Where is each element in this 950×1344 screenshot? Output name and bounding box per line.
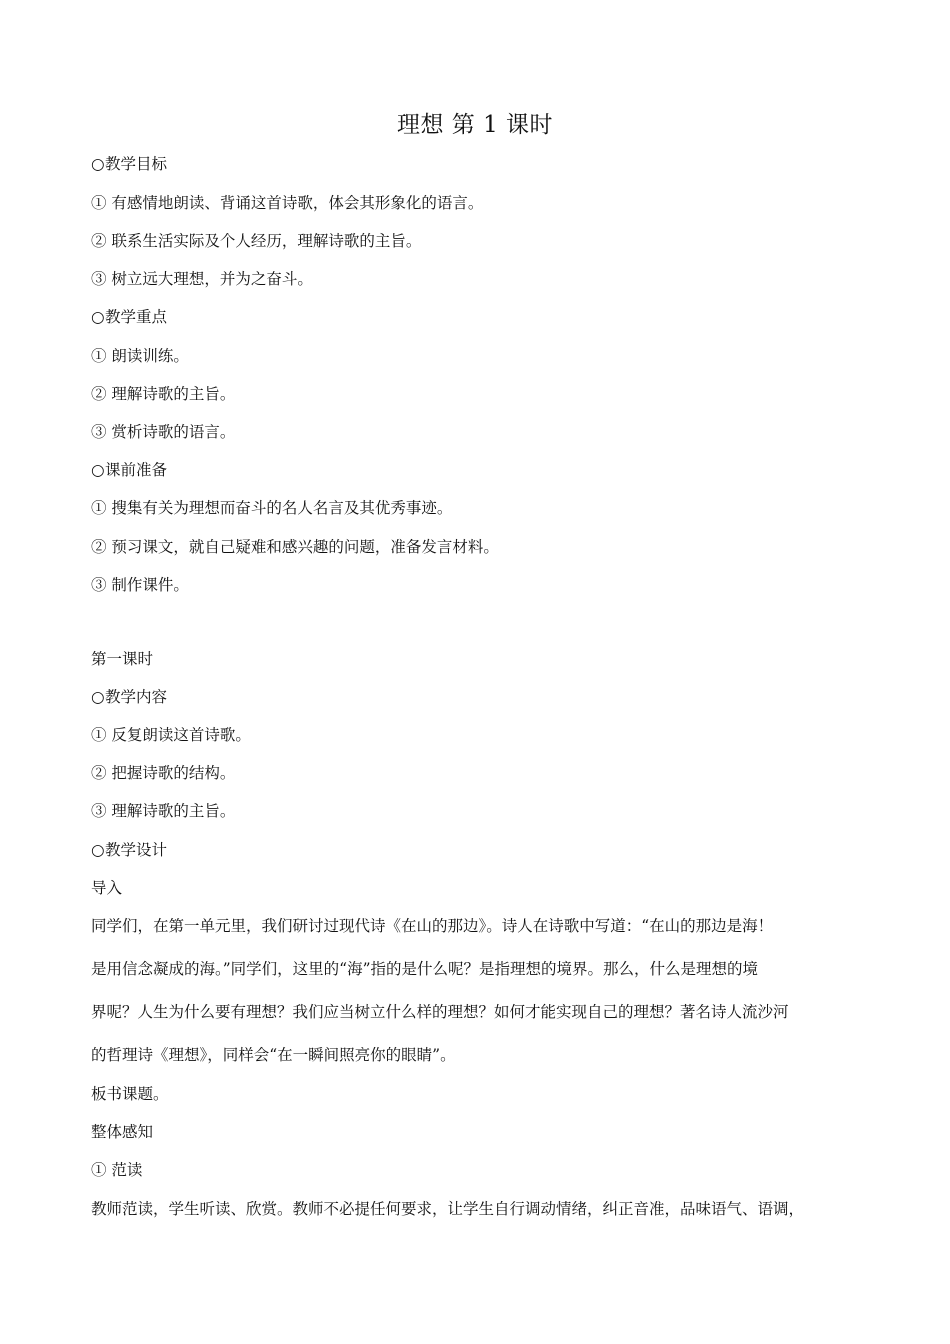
reading-text: 教师范读，学生听读、欣赏。教师不必提任何要求，让学生自行调动情绪，纠正音准，品味语气、语调， bbox=[91, 1200, 805, 1218]
goals-heading bbox=[91, 152, 861, 176]
lesson-label: 第一课时 bbox=[91, 650, 154, 668]
circle-bullet-icon: ○ bbox=[91, 688, 105, 706]
focus-heading bbox=[91, 305, 861, 329]
reading-label: ① 范读 bbox=[91, 1161, 143, 1179]
goal-item: ③ 树立远大理想，并为之奋斗。 bbox=[91, 270, 313, 288]
design-heading-text: 教学设计 bbox=[105, 841, 168, 859]
prep-item: ② 预习课文，就自己疑难和感兴趣的问题，准备发言材料。 bbox=[91, 538, 499, 556]
prep-heading-text: 课前准备 bbox=[105, 461, 168, 479]
page-title: 理想 第 1 课时 bbox=[396, 112, 554, 138]
goals-heading-text: 教学目标 bbox=[105, 155, 168, 173]
circle-bullet-icon: ○ bbox=[91, 841, 105, 859]
prep-item: ③ 制作课件。 bbox=[91, 576, 189, 594]
focus-item: ③ 赏析诗歌的语言。 bbox=[91, 423, 236, 441]
prep-item: ① 搜集有关为理想而奋斗的名人名言及其优秀事迹。 bbox=[91, 499, 453, 517]
content-item: ② 把握诗歌的结构。 bbox=[91, 764, 236, 782]
intro-label: 导入 bbox=[91, 879, 123, 897]
intro-paragraph-line: 的哲理诗《理想》，同样会“在一瞬间照亮你的眼睛”。 bbox=[91, 1046, 456, 1064]
intro-paragraph-line: 同学们，在第一单元里，我们研讨过现代诗《在山的那边》。诗人在诗歌中写道：“在山的那边是海！ bbox=[91, 917, 774, 935]
intro-paragraph-line: 界呢？人生为什么要有理想？我们应当树立什么样的理想？如何才能实现自己的理想？著名诗人流沙河 bbox=[91, 1003, 789, 1021]
goal-item: ② 联系生活实际及个人经历，理解诗歌的主旨。 bbox=[91, 232, 422, 250]
focus-item: ② 理解诗歌的主旨。 bbox=[91, 385, 236, 403]
circle-bullet-icon: ○ bbox=[91, 155, 105, 173]
prep-heading bbox=[91, 458, 861, 482]
focus-heading-text: 教学重点 bbox=[105, 308, 168, 326]
board-note: 板书课题。 bbox=[91, 1085, 169, 1103]
circle-bullet-icon: ○ bbox=[91, 308, 105, 326]
content-item: ① 反复朗读这首诗歌。 bbox=[91, 726, 251, 744]
focus-item: ① 朗读训练。 bbox=[91, 347, 189, 365]
design-heading bbox=[91, 838, 861, 862]
circle-bullet-icon: ○ bbox=[91, 461, 105, 479]
content-heading-text: 教学内容 bbox=[105, 688, 168, 706]
intro-paragraph-line: 是用信念凝成的海。”同学们，这里的“海”指的是什么呢？是指理想的境界。那么，什么是理想的境 bbox=[91, 960, 759, 978]
goal-item: ① 有感情地朗读、背诵这首诗歌，体会其形象化的语言。 bbox=[91, 194, 484, 212]
content-heading bbox=[91, 685, 861, 709]
content-item: ③ 理解诗歌的主旨。 bbox=[91, 802, 236, 820]
overall-label: 整体感知 bbox=[91, 1123, 154, 1141]
